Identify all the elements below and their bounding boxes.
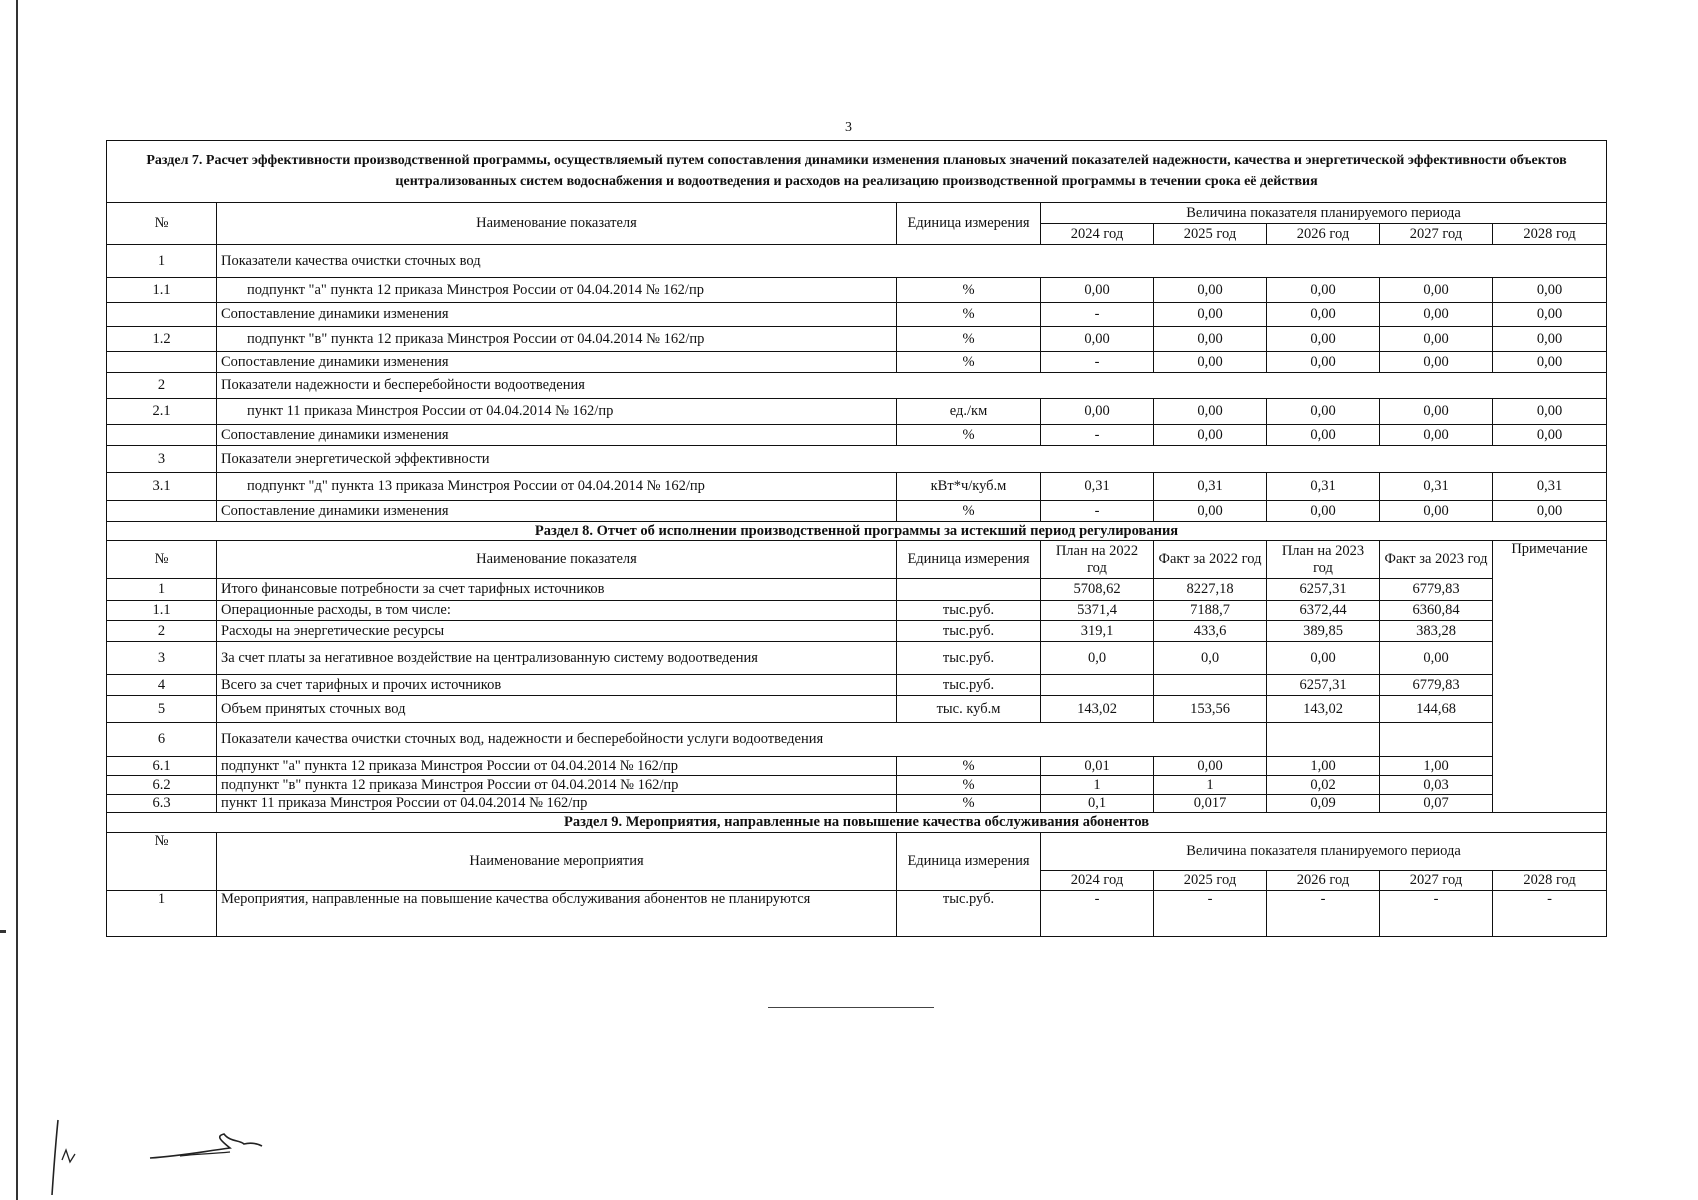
year-header: 2024 год xyxy=(1041,224,1154,245)
table-row: 2.1 пункт 11 приказа Минстроя России от 04.04.2014 № 162/пр ед./км 0,00 0,00 0,00 0,00 0,00 xyxy=(107,399,1607,425)
col-unit-header: Единица измерения xyxy=(897,541,1041,579)
note-header: Примечание xyxy=(1493,541,1607,813)
table-row: 1.2 подпункт "в" пункта 12 приказа Минстроя России от 04.04.2014 № 162/пр % 0,00 0,00 0,00 0,00 0,00 xyxy=(107,327,1607,352)
signature-mark xyxy=(30,1110,270,1200)
table-row: Сопоставление динамики изменения % - 0,00 0,00 0,00 0,00 xyxy=(107,501,1607,522)
plan-2023-header: План на 2023 год xyxy=(1267,541,1380,579)
page-number: 3 xyxy=(845,120,852,135)
fact-2022-header: Факт за 2022 год xyxy=(1154,541,1267,579)
year-header: 2026 год xyxy=(1267,871,1380,891)
table-row: 1 Мероприятия, направленные на повышение качества обслуживания абонентов не планируются тыс.руб. - - - - - xyxy=(107,891,1607,937)
table-row: 3 За счет платы за негативное воздействие на централизованную систему водоотведения тыс.руб. 0,0 0,0 0,00 0,00 xyxy=(107,642,1607,675)
table-row: 1 Итого финансовые потребности за счет тарифных источников 5708,62 8227,18 6257,31 6779,83 xyxy=(107,579,1607,601)
margin-tick xyxy=(0,930,6,933)
section9-title: Раздел 9. Мероприятия, направленные на повышение качества обслуживания абонентов xyxy=(107,813,1607,833)
table-row: Сопоставление динамики изменения % - 0,00 0,00 0,00 0,00 xyxy=(107,352,1607,373)
plan-2022-header: План на 2022 год xyxy=(1041,541,1154,579)
col-name-header: Наименование показателя xyxy=(217,203,897,245)
table-row: Сопоставление динамики изменения % - 0,00 0,00 0,00 0,00 xyxy=(107,303,1607,327)
binding-edge-line xyxy=(16,0,18,1200)
table-row: 5 Объем принятых сточных вод тыс. куб.м 143,02 153,56 143,02 144,68 xyxy=(107,696,1607,723)
table-row: 1.1 Операционные расходы, в том числе: тыс.руб. 5371,4 7188,7 6372,44 6360,84 xyxy=(107,601,1607,621)
table-row: 6 Показатели качества очистки сточных вод, надежности и бесперебойности услуги водоотведения xyxy=(107,723,1607,757)
fact-2023-header: Факт за 2023 год xyxy=(1380,541,1493,579)
table-row: 2 Расходы на энергетические ресурсы тыс.руб. 319,1 433,6 389,85 383,28 xyxy=(107,621,1607,642)
group-name: Показатели надежности и бесперебойности водоотведения xyxy=(217,373,1607,399)
col-unit-header: Единица измерения xyxy=(897,833,1041,891)
group-name: Показатели энергетической эффективности xyxy=(217,446,1607,473)
year-header: 2027 год xyxy=(1380,871,1493,891)
table-row: 6.1 подпункт "а" пункта 12 приказа Минстроя России от 04.04.2014 № 162/пр % 0,01 0,00 1,00 1,00 xyxy=(107,757,1607,776)
col-period-header: Величина показателя планируемого периода xyxy=(1041,833,1607,871)
section7-title: Раздел 7. Расчет эффективности производственной программы, осуществляемый путем сопоставления динамики изменения плановых значений показателей надежности, качества и энергетической эффективности объектов централизованных систем водоснабжения и водоотведения и расходов на реализацию производственной программы в течении срока её действия xyxy=(107,141,1607,203)
year-header: 2027 год xyxy=(1380,224,1493,245)
table-row: Сопоставление динамики изменения % - 0,00 0,00 0,00 0,00 xyxy=(107,425,1607,446)
col-no-header: № xyxy=(107,203,217,245)
year-header: 2028 год xyxy=(1493,871,1607,891)
year-header: 2028 год xyxy=(1493,224,1607,245)
year-header: 2024 год xyxy=(1041,871,1154,891)
col-unit-header: Единица измерения xyxy=(897,203,1041,245)
group-no: 2 xyxy=(107,373,217,399)
year-header: 2026 год xyxy=(1267,224,1380,245)
table-row: 1.1 подпункт "а" пункта 12 приказа Минстроя России от 04.04.2014 № 162/пр % 0,00 0,00 0,00 0,00 0,00 xyxy=(107,278,1607,303)
group-no: 3 xyxy=(107,446,217,473)
col-name-header: Наименование показателя xyxy=(217,541,897,579)
col-no-header: № xyxy=(107,541,217,579)
group-no: 1 xyxy=(107,245,217,278)
group-name: Показатели качества очистки сточных вод xyxy=(217,245,1607,278)
year-header: 2025 год xyxy=(1154,224,1267,245)
section8-title: Раздел 8. Отчет об исполнении производственной программы за истекший период регулирования xyxy=(107,522,1607,541)
table-row: 4 Всего за счет тарифных и прочих источников тыс.руб. 6257,31 6779,83 xyxy=(107,675,1607,696)
separator-line xyxy=(768,1007,934,1008)
col-period-header: Величина показателя планируемого периода xyxy=(1041,203,1607,224)
col-no-header: № xyxy=(107,833,217,891)
table-row: 6.2 подпункт "в" пункта 12 приказа Минстроя России от 04.04.2014 № 162/пр % 1 1 0,02 0,03 xyxy=(107,776,1607,795)
table-row: 3.1 подпункт "д" пункта 13 приказа Минстроя России от 04.04.2014 № 162/пр кВт*ч/куб.м 0,31 0,31 0,31 0,31 0,31 xyxy=(107,473,1607,501)
report-table xyxy=(106,140,1607,937)
col-name-header: Наименование мероприятия xyxy=(217,833,897,891)
year-header: 2025 год xyxy=(1154,871,1267,891)
table-row: 6.3 пункт 11 приказа Минстроя России от 04.04.2014 № 162/пр % 0,1 0,017 0,09 0,07 xyxy=(107,795,1607,813)
